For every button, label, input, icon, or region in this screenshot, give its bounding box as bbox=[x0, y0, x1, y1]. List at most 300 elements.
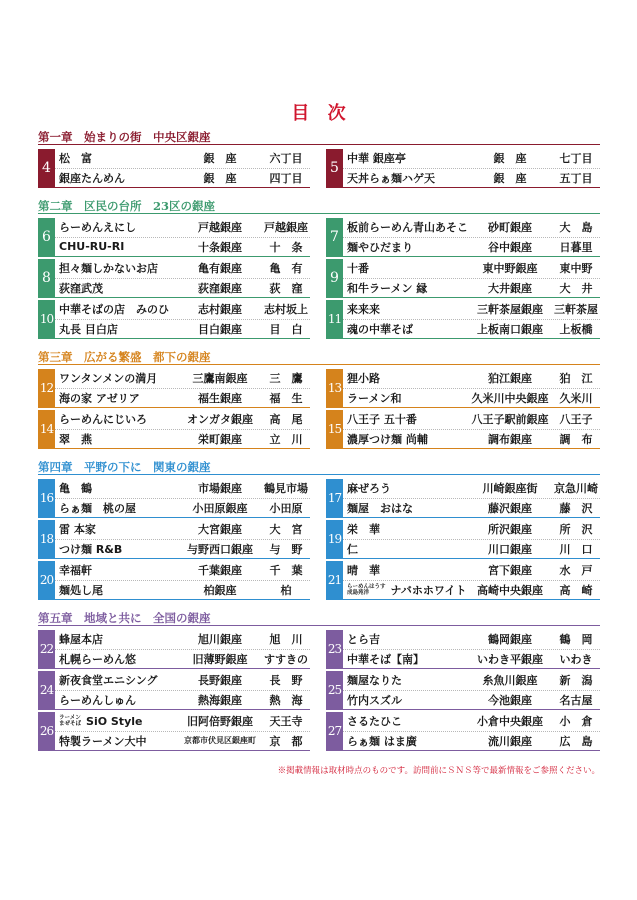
shop-name-text: らーめんにじいろ bbox=[59, 413, 147, 427]
toc-entry bbox=[326, 630, 600, 669]
area-name: 藤 沢 bbox=[559, 501, 593, 515]
shop-name bbox=[343, 219, 468, 235]
shop-name-text: 麺屋 おはな bbox=[347, 501, 413, 515]
entry-rows bbox=[55, 369, 310, 407]
entry-rows bbox=[343, 410, 600, 448]
entry-number: 5 bbox=[326, 149, 343, 187]
entry-rows bbox=[55, 712, 310, 750]
shop-name bbox=[55, 672, 178, 688]
area-name: 久米川 bbox=[559, 391, 593, 405]
shop-name-text: とら吉 bbox=[347, 633, 380, 647]
chapter-heading: 第三章 広がる繁盛 都下の銀座 bbox=[38, 350, 600, 365]
street-name: 与野西口銀座 bbox=[187, 542, 253, 556]
entry-row bbox=[343, 300, 600, 319]
chapter-section bbox=[38, 611, 600, 751]
entry-row bbox=[343, 649, 600, 669]
chapter-section bbox=[38, 460, 600, 600]
shop-name bbox=[343, 390, 468, 406]
shop-name-text: らーめんえにし bbox=[59, 221, 136, 235]
entry-row bbox=[343, 149, 600, 168]
footer-note: ※掲載情報は取材時点のものです。訪問前にＳＮＳ等で最新情報をご参照ください。 bbox=[277, 766, 600, 776]
entry-row bbox=[55, 319, 310, 339]
shop-name bbox=[343, 631, 468, 647]
street-name: 八王子駅前銀座 bbox=[471, 413, 549, 427]
entry-row bbox=[343, 369, 600, 388]
shop-name bbox=[55, 521, 178, 537]
entry-row bbox=[55, 630, 310, 649]
shop-name bbox=[343, 500, 468, 516]
shop-name bbox=[343, 411, 468, 427]
street-name: 流川銀座 bbox=[488, 734, 532, 748]
area-name: 四丁目 bbox=[269, 171, 303, 185]
street-name: 藤沢銀座 bbox=[488, 501, 532, 515]
entry-number: 7 bbox=[326, 218, 343, 256]
entry-number: 17 bbox=[326, 479, 343, 517]
area-name: 七丁目 bbox=[559, 152, 593, 166]
area-name: 五丁目 bbox=[559, 171, 593, 185]
entry-number: 20 bbox=[38, 561, 55, 599]
street-name: 熱海銀座 bbox=[198, 693, 242, 707]
street-name: 目白銀座 bbox=[198, 322, 242, 336]
shop-name bbox=[343, 321, 468, 337]
area-name: いわき bbox=[559, 652, 593, 666]
entry-number: 23 bbox=[326, 630, 343, 668]
shop-name-text: らーめんしゅん bbox=[59, 693, 136, 707]
entry-row bbox=[343, 731, 600, 751]
shop-name-text: 海の家 アゼリア bbox=[59, 391, 140, 405]
entry-grid bbox=[38, 479, 600, 600]
entry-rows bbox=[343, 520, 600, 558]
shop-name bbox=[55, 582, 178, 598]
entry-rows bbox=[343, 369, 600, 407]
shop-name-text: 特製ラーメン大中 bbox=[59, 734, 147, 748]
area-name: 川 口 bbox=[559, 542, 593, 556]
entry-row bbox=[55, 580, 310, 600]
entry-rows bbox=[55, 218, 310, 256]
shop-name-text: 中華 銀座亭 bbox=[347, 152, 406, 166]
entry-number: 21 bbox=[326, 561, 343, 599]
entry-row bbox=[55, 498, 310, 518]
toc-entry bbox=[38, 520, 310, 559]
area-name: 大 宮 bbox=[269, 523, 303, 537]
entry-number: 24 bbox=[38, 671, 55, 709]
shop-name bbox=[55, 651, 178, 667]
shop-name bbox=[343, 733, 468, 749]
entry-number: 13 bbox=[326, 369, 343, 407]
street-name: 川口銀座 bbox=[488, 542, 532, 556]
street-name: 長野銀座 bbox=[198, 674, 242, 688]
shop-name bbox=[343, 562, 468, 578]
street-name: 所沢銀座 bbox=[488, 523, 532, 537]
entry-row bbox=[55, 218, 310, 237]
toc-entry bbox=[38, 300, 310, 339]
area-name: 小田原 bbox=[269, 501, 303, 515]
shop-name bbox=[55, 260, 178, 276]
entry-row bbox=[343, 410, 600, 429]
area-name: 千 葉 bbox=[269, 564, 303, 578]
street-name: 狛江銀座 bbox=[488, 372, 532, 386]
area-name: 鶴 岡 bbox=[559, 633, 593, 647]
entry-row bbox=[55, 429, 310, 449]
entry-rows bbox=[343, 712, 600, 750]
shop-name-text: 雷 本家 bbox=[59, 523, 96, 537]
area-name: 京 都 bbox=[269, 734, 303, 748]
street-name: 砂町銀座 bbox=[488, 221, 532, 235]
shop-name bbox=[343, 280, 468, 296]
street-name: 谷中銀座 bbox=[488, 240, 532, 254]
area-name: 大 井 bbox=[559, 281, 593, 295]
shop-name bbox=[55, 562, 178, 578]
street-name: 市場銀座 bbox=[198, 482, 242, 496]
area-name: 高 崎 bbox=[559, 583, 593, 597]
entry-row bbox=[343, 520, 600, 539]
shop-name bbox=[343, 651, 468, 667]
area-name: 柏 bbox=[280, 583, 292, 597]
shop-name bbox=[55, 431, 178, 447]
street-name: 糸魚川銀座 bbox=[482, 674, 538, 688]
street-name: 上板南口銀座 bbox=[477, 322, 543, 336]
entry-number: 10 bbox=[38, 300, 55, 338]
area-name: すすきの bbox=[263, 652, 309, 666]
shop-name-prefix-line: まぜそば bbox=[59, 721, 82, 728]
area-name: 上板橋 bbox=[559, 322, 593, 336]
toc-entry bbox=[326, 410, 600, 449]
shop-name-prefix-line: らーめんはうす bbox=[347, 583, 386, 590]
chapter-heading: 第五章 地域と共に 全国の銀座 bbox=[38, 611, 600, 626]
entry-number: 4 bbox=[38, 149, 55, 187]
shop-name-text: 十番 bbox=[347, 262, 369, 276]
entry-rows bbox=[55, 561, 310, 599]
area-name: 福 生 bbox=[269, 391, 303, 405]
shop-name-text: 亀 鶴 bbox=[59, 482, 92, 496]
shop-name-text: CHU-RU-RI bbox=[59, 240, 125, 254]
shop-name-text: 銀座たんめん bbox=[59, 171, 125, 185]
entry-number: 15 bbox=[326, 410, 343, 448]
street-name: 三軒茶屋銀座 bbox=[477, 303, 543, 317]
street-name: 大宮銀座 bbox=[198, 523, 242, 537]
shop-name-prefix bbox=[347, 584, 386, 596]
entry-row bbox=[55, 649, 310, 669]
area-name: 大 島 bbox=[559, 221, 593, 235]
toc-entry bbox=[38, 712, 310, 751]
area-name: 小 倉 bbox=[559, 715, 593, 729]
chapter-heading: 第二章 区民の台所 23区の銀座 bbox=[38, 199, 600, 214]
entry-rows bbox=[55, 520, 310, 558]
shop-name-text: 来来来 bbox=[347, 303, 380, 317]
shop-name bbox=[55, 480, 178, 496]
shop-name bbox=[55, 219, 178, 235]
entry-rows bbox=[55, 479, 310, 517]
shop-name-text: 魂の中華そば bbox=[347, 322, 413, 336]
toc-entry bbox=[326, 300, 600, 339]
entry-row bbox=[343, 671, 600, 690]
area-name: 鶴見市場 bbox=[264, 482, 308, 496]
shop-name-text: 中華そばの店 みのひ bbox=[59, 303, 169, 317]
toc-entry bbox=[326, 149, 600, 188]
shop-name-text: 麻ぜろう bbox=[347, 482, 391, 496]
shop-name bbox=[343, 170, 468, 186]
entry-number: 25 bbox=[326, 671, 343, 709]
street-name: 旧阿倍野銀座 bbox=[187, 715, 253, 729]
entry-number: 16 bbox=[38, 479, 55, 517]
entry-grid bbox=[38, 218, 600, 339]
toc-entry bbox=[326, 712, 600, 751]
entry-row bbox=[55, 539, 310, 559]
street-name: 久米川中央銀座 bbox=[471, 391, 549, 405]
street-name: 戸越銀座 bbox=[198, 221, 242, 235]
shop-name-text: 八王子 五十番 bbox=[347, 413, 417, 427]
street-name: 栄町銀座 bbox=[198, 432, 242, 446]
entry-row bbox=[343, 498, 600, 518]
entry-number: 27 bbox=[326, 712, 343, 750]
entry-number: 26 bbox=[38, 712, 55, 750]
shop-name-text: 天丼らぁ麺ハゲ天 bbox=[347, 171, 435, 185]
street-name: 宮下銀座 bbox=[488, 564, 532, 578]
shop-name bbox=[343, 521, 468, 537]
street-name: 荻窪銀座 bbox=[198, 281, 242, 295]
entry-rows bbox=[343, 671, 600, 709]
street-name: いわき平銀座 bbox=[477, 652, 543, 666]
entry-number: 12 bbox=[38, 369, 55, 407]
street-name: 小倉中央銀座 bbox=[477, 715, 543, 729]
entry-row bbox=[343, 278, 600, 298]
street-name: 旧薄野銀座 bbox=[192, 652, 248, 666]
entry-grid bbox=[38, 630, 600, 751]
shop-name-text: つけ麺 R&B bbox=[59, 542, 123, 556]
entry-row bbox=[343, 218, 600, 237]
shop-name bbox=[55, 500, 178, 516]
street-name: 大井銀座 bbox=[488, 281, 532, 295]
area-name: 名古屋 bbox=[559, 693, 593, 707]
area-name: 長 野 bbox=[269, 674, 303, 688]
entry-row bbox=[55, 300, 310, 319]
toc-entry bbox=[326, 520, 600, 559]
entry-number: 18 bbox=[38, 520, 55, 558]
street-name: 高崎中央銀座 bbox=[477, 583, 543, 597]
entry-row bbox=[55, 712, 310, 731]
shop-name bbox=[343, 301, 468, 317]
chapter-heading: 第四章 平野の下に 関東の銀座 bbox=[38, 460, 600, 475]
entry-rows bbox=[343, 149, 600, 187]
toc-entry bbox=[326, 218, 600, 257]
street-name: 鶴岡銀座 bbox=[488, 633, 532, 647]
entry-rows bbox=[55, 671, 310, 709]
street-name: 東中野銀座 bbox=[482, 262, 538, 276]
entry-rows bbox=[343, 630, 600, 668]
area-name: 戸越銀座 bbox=[264, 221, 308, 235]
shop-name bbox=[343, 150, 468, 166]
street-name: 三鷹南銀座 bbox=[192, 372, 248, 386]
area-name: 荻 窪 bbox=[269, 281, 303, 295]
shop-name bbox=[55, 733, 178, 749]
area-name: 新 潟 bbox=[559, 674, 593, 688]
street-name: 千葉銀座 bbox=[198, 564, 242, 578]
entry-rows bbox=[55, 300, 310, 338]
shop-name bbox=[343, 260, 468, 276]
street-name: 柏銀座 bbox=[203, 583, 237, 597]
shop-name bbox=[55, 370, 178, 386]
area-name: 六丁目 bbox=[269, 152, 303, 166]
page-title: 目 次 bbox=[291, 103, 346, 124]
area-name: 天王寺 bbox=[269, 715, 303, 729]
entry-number: 8 bbox=[38, 259, 55, 297]
toc-entry bbox=[38, 479, 310, 518]
shop-name bbox=[343, 713, 468, 729]
entry-row bbox=[343, 237, 600, 257]
toc-entry bbox=[326, 671, 600, 710]
table-of-contents bbox=[38, 130, 600, 777]
street-name: 銀 座 bbox=[493, 171, 527, 185]
street-name: 京都市伏見区銀座町 bbox=[184, 736, 256, 746]
shop-name-text: 仁 bbox=[347, 542, 358, 556]
shop-name-text: 板前らーめん青山あそこ bbox=[347, 221, 468, 235]
entry-rows bbox=[343, 479, 600, 517]
shop-name bbox=[55, 280, 178, 296]
shop-name-text: 荻窪武茂 bbox=[59, 281, 103, 295]
shop-name bbox=[55, 390, 178, 406]
area-name: 調 布 bbox=[559, 432, 593, 446]
entry-rows bbox=[343, 259, 600, 297]
entry-number: 22 bbox=[38, 630, 55, 668]
shop-name-text: 和牛ラーメン 縁 bbox=[347, 281, 428, 295]
entry-row bbox=[55, 690, 310, 710]
entry-number: 19 bbox=[326, 520, 343, 558]
entry-rows bbox=[55, 259, 310, 297]
chapter-list bbox=[38, 130, 600, 751]
entry-row bbox=[343, 630, 600, 649]
entry-row bbox=[55, 561, 310, 580]
area-name: 旭 川 bbox=[269, 633, 303, 647]
shop-name bbox=[343, 431, 468, 447]
chapter-section bbox=[38, 199, 600, 339]
entry-number: 6 bbox=[38, 218, 55, 256]
entry-number: 11 bbox=[326, 300, 343, 338]
entry-row bbox=[55, 168, 310, 188]
entry-number: 9 bbox=[326, 259, 343, 297]
chapter-section bbox=[38, 350, 600, 449]
area-name: 日暮里 bbox=[559, 240, 593, 254]
area-name: 亀 有 bbox=[269, 262, 303, 276]
shop-name bbox=[343, 692, 468, 708]
street-name: 銀 座 bbox=[203, 152, 237, 166]
shop-name bbox=[55, 321, 178, 337]
toc-entry bbox=[326, 561, 600, 600]
area-name: 狛 江 bbox=[559, 372, 593, 386]
street-name: 調布銀座 bbox=[488, 432, 532, 446]
area-name: 高 尾 bbox=[269, 413, 303, 427]
toc-entry bbox=[38, 369, 310, 408]
chapter-section bbox=[38, 130, 600, 188]
shop-name-text: らぁ麺 桃の屋 bbox=[59, 501, 136, 515]
entry-row bbox=[55, 259, 310, 278]
shop-name-text: 中華そば【南】 bbox=[347, 652, 424, 666]
shop-name-text: 麺屋なりた bbox=[347, 674, 402, 688]
entry-row bbox=[55, 237, 310, 257]
shop-name bbox=[343, 370, 468, 386]
shop-name-text: 麺やひだまり bbox=[347, 240, 413, 254]
area-name: 立 川 bbox=[269, 432, 303, 446]
area-name: 与 野 bbox=[269, 542, 303, 556]
toc-entry bbox=[38, 410, 310, 449]
street-name: 小田原銀座 bbox=[192, 501, 248, 515]
shop-name-text: 担々麺しかないお店 bbox=[59, 262, 158, 276]
shop-name bbox=[55, 301, 178, 317]
shop-name-text: 丸長 目白店 bbox=[59, 322, 118, 336]
area-name: 広 島 bbox=[559, 734, 593, 748]
shop-name bbox=[343, 239, 468, 255]
street-name: 今池銀座 bbox=[488, 693, 532, 707]
entry-row bbox=[343, 712, 600, 731]
toc-entry bbox=[38, 671, 310, 710]
entry-rows bbox=[343, 561, 600, 599]
area-name: 東中野 bbox=[559, 262, 593, 276]
shop-name-text: 栄 華 bbox=[347, 523, 380, 537]
area-name: 京急川崎 bbox=[554, 482, 598, 496]
toc-entry bbox=[38, 561, 310, 600]
entry-rows bbox=[343, 218, 600, 256]
area-name: 熱 海 bbox=[269, 693, 303, 707]
shop-name bbox=[55, 631, 178, 647]
street-name: 銀 座 bbox=[493, 152, 527, 166]
shop-name-text: 札幌らーめん悠 bbox=[59, 652, 136, 666]
area-name: 目 白 bbox=[269, 322, 303, 336]
area-name: 水 戸 bbox=[559, 564, 593, 578]
entry-row bbox=[55, 520, 310, 539]
shop-name bbox=[55, 541, 178, 557]
shop-name bbox=[343, 541, 468, 557]
shop-name-text: ナバホホワイト bbox=[390, 583, 467, 597]
entry-row bbox=[55, 671, 310, 690]
shop-name bbox=[343, 582, 468, 598]
shop-name-prefix bbox=[59, 715, 81, 727]
shop-name bbox=[55, 715, 178, 728]
entry-row bbox=[55, 369, 310, 388]
shop-name bbox=[343, 672, 468, 688]
shop-name-text: さるたひこ bbox=[347, 715, 402, 729]
shop-name bbox=[55, 150, 178, 166]
entry-row bbox=[343, 479, 600, 498]
street-name: 亀有銀座 bbox=[198, 262, 242, 276]
shop-name-text: 幸福軒 bbox=[59, 564, 92, 578]
area-name: 三 鷹 bbox=[269, 372, 303, 386]
entry-rows bbox=[55, 410, 310, 448]
shop-name-text: 翠 燕 bbox=[59, 432, 92, 446]
shop-name-text: 新夜食堂エニシング bbox=[59, 674, 158, 688]
area-name: 所 沢 bbox=[559, 523, 593, 537]
shop-name-text: 狸小路 bbox=[347, 372, 380, 386]
street-name: 銀 座 bbox=[203, 171, 237, 185]
entry-row bbox=[343, 539, 600, 559]
toc-entry bbox=[326, 369, 600, 408]
entry-row bbox=[343, 259, 600, 278]
street-name: 福生銀座 bbox=[198, 391, 242, 405]
shop-name bbox=[55, 170, 178, 186]
shop-name-text: ラーメン和 bbox=[347, 391, 402, 405]
entry-row bbox=[55, 731, 310, 751]
street-name: 十条銀座 bbox=[198, 240, 242, 254]
chapter-heading: 第一章 始まりの街 中央区銀座 bbox=[38, 130, 600, 145]
shop-name-text: 竹内スズル bbox=[347, 693, 402, 707]
shop-name bbox=[55, 240, 178, 253]
shop-name-text: 松 富 bbox=[59, 152, 92, 166]
toc-entry bbox=[38, 630, 310, 669]
entry-rows bbox=[55, 149, 310, 187]
toc-entry bbox=[38, 259, 310, 298]
entry-row bbox=[55, 388, 310, 408]
shop-name bbox=[343, 480, 468, 496]
shop-name-text: らぁ麺 はま廣 bbox=[347, 734, 417, 748]
street-name: オンガタ銀座 bbox=[187, 413, 253, 427]
